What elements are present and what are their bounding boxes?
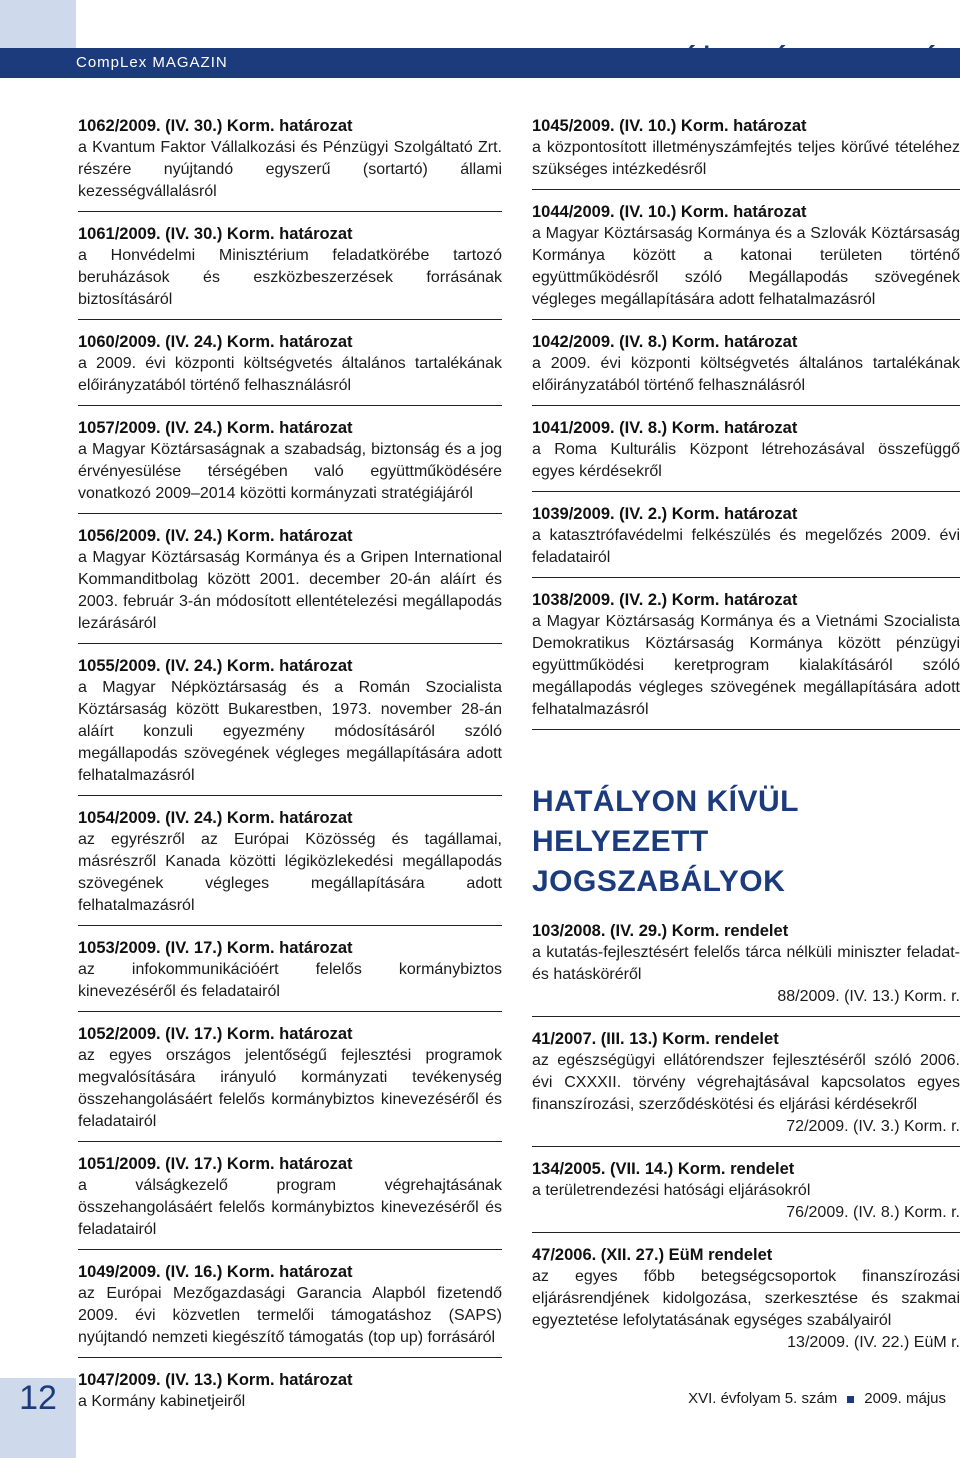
list-item (532, 201, 960, 320)
list-item (78, 1153, 502, 1250)
left-column (78, 115, 502, 1432)
entry-title: 1047/2009. (IV. 13.) Korm. határozat (78, 1371, 353, 1389)
list-item (78, 807, 502, 926)
list-item (78, 1369, 502, 1421)
entry-title: 134/2005. (VII. 14.) Korm. rendelet (532, 1160, 795, 1178)
list-item (78, 331, 502, 406)
square-bullet-icon (847, 1396, 854, 1403)
list-item (78, 937, 502, 1012)
repealed-item (532, 920, 960, 1017)
entry-title: 1045/2009. (IV. 10.) Korm. határozat (532, 117, 807, 135)
header-bar (0, 40, 960, 82)
entry-text: a kutatás-fejlesztésért felelős tárca nélküli miniszter feladat- és hatásköréről (532, 944, 960, 983)
entry-text: a Kvantum Faktor Vállalkozási és Pénzügyi Szolgáltató Zrt. részére nyújtandó egyszerű (sortartó) állami kezességvállalásról (78, 139, 502, 200)
entry-title: 1057/2009. (IV. 24.) Korm. határozat (78, 419, 353, 437)
issue-date: 2009. május (864, 1390, 946, 1407)
entry-title: 1038/2009. (IV. 2.) Korm. határozat (532, 591, 798, 609)
section-heading-line-1: HATÁLYON KÍVÜL HELYEZETT (532, 785, 799, 858)
repeal-reference: 13/2009. (IV. 22.) EüM r. (787, 1334, 960, 1351)
entry-text: az Európai Mezőgazdasági Garancia Alapból fizetendő 2009. évi közvetlen termelői támogatáshoz (SAPS) nyújtandó nemzeti kiegészítő támogatás (top up) forrásáról (78, 1285, 502, 1346)
entry-text: a válságkezelő program végrehajtásának összehangolásáért felelős kormánybiztos kinevezéséről és feladatairól (78, 1177, 502, 1238)
issue-volume: XVI. évfolyam 5. szám (688, 1390, 838, 1407)
list-item (532, 417, 960, 492)
list-item (532, 589, 960, 730)
entry-text: az egyes országos jelentőségű fejlesztési programok megvalósítására irányuló kormányzati tevékenység összehangolásáért felelős kormánybiztos kinevezéséről és feladatairól (78, 1047, 502, 1130)
entry-text: az infokommunikációért felelős kormánybiztos kinevezéséről és feladatairól (78, 961, 502, 1000)
section-title: változásmutató (658, 40, 942, 82)
repeal-reference: 88/2009. (IV. 13.) Korm. r. (777, 988, 960, 1005)
list-item (78, 525, 502, 644)
entry-text: a Kormány kabinetjeiről (78, 1393, 246, 1410)
repeal-reference: 76/2009. (IV. 8.) Korm. r. (786, 1204, 960, 1221)
entry-text: a katasztrófavédelmi felkészülés és megelőzés 2009. évi feladatairól (532, 527, 960, 566)
list-item (78, 1261, 502, 1358)
corner-block (0, 0, 76, 48)
section-heading-line-2: JOGSZABÁLYOK (532, 865, 786, 898)
repealed-item (532, 1244, 960, 1362)
repealed-item (532, 1158, 960, 1233)
entry-text: a Magyar Népköztársaság és a Román Szocialista Köztársaság között Bukarestben, 1973. november 28-án aláírt konzuli egyezmény módosításáról szóló megállapodás szövegének végleges megállapítására adott felhatalmazásról (78, 679, 502, 784)
entry-title: 1056/2009. (IV. 24.) Korm. határozat (78, 527, 353, 545)
list-item (78, 115, 502, 212)
entry-title: 103/2008. (IV. 29.) Korm. rendelet (532, 922, 789, 940)
page-number: 12 (19, 1379, 57, 1417)
section-heading (532, 782, 960, 902)
entry-title: 1061/2009. (IV. 30.) Korm. határozat (78, 225, 353, 243)
repealed-item (532, 1028, 960, 1147)
entry-title: 1052/2009. (IV. 17.) Korm. határozat (78, 1025, 353, 1043)
entry-title: 1044/2009. (IV. 10.) Korm. határozat (532, 203, 807, 221)
entry-text: az egyrészről az Európai Közösség és tagállamai, másrészről Kanada közötti légiközlekedési megállapodás szövegének végleges megállapítására adott felhatalmazásról (78, 831, 502, 914)
list-item (532, 331, 960, 406)
entry-text: a Magyar Köztársaság Kormánya és a Vietnámi Szocialista Demokratikus Köztársaság Kormánya között pénzügyi együttműködési keretprogram kialakításáról szóló megállapodás végleges szövegének megállapítására adott felhatalmazásról (532, 613, 960, 718)
entry-title: 1051/2009. (IV. 17.) Korm. határozat (78, 1155, 353, 1173)
entry-text: az egészségügyi ellátórendszer fejlesztéséről szóló 2006. évi CXXXII. törvény végrehajtásával kapcsolatos egyes finanszírozási, szerződéskötési és eljárási kérdésekről (532, 1052, 960, 1113)
magazine-name: CompLex MAGAZIN (76, 54, 228, 71)
entry-title: 1042/2009. (IV. 8.) Korm. határozat (532, 333, 798, 351)
entry-text: a területrendezési hatósági eljárásokról (532, 1182, 811, 1199)
entry-title: 1055/2009. (IV. 24.) Korm. határozat (78, 657, 353, 675)
entry-title: 41/2007. (III. 13.) Korm. rendelet (532, 1030, 779, 1048)
list-item (78, 417, 502, 514)
entry-title: 1053/2009. (IV. 17.) Korm. határozat (78, 939, 353, 957)
footer (688, 1390, 946, 1407)
entry-text: a központosított illetményszámfejtés teljes körűvé tételéhez szükséges intézkedésről (532, 139, 960, 178)
entry-title: 1060/2009. (IV. 24.) Korm. határozat (78, 333, 353, 351)
list-item (78, 655, 502, 796)
entry-text: a Magyar Köztársaság Kormánya és a Gripen International Kommanditbolag között 2001. december 20-án aláírt és 2003. február 3-án módosított ellentételezési megállapodás lezárásáról (78, 549, 502, 632)
entry-title: 1049/2009. (IV. 16.) Korm. határozat (78, 1263, 353, 1281)
right-column (532, 115, 960, 1373)
entry-title: 47/2006. (XII. 27.) EüM rendelet (532, 1246, 773, 1264)
entry-text: a 2009. évi központi költségvetés általános tartalékának előirányzatából történő felhasználásról (532, 355, 960, 394)
entry-text: az egyes főbb betegségcsoportok finanszírozási eljárásrendjének kidolgozása, szerkesztése és szakmai egyeztetése lefolytatásának egységes szabályairól (532, 1268, 960, 1329)
entry-title: 1039/2009. (IV. 2.) Korm. határozat (532, 505, 798, 523)
entry-title: 1062/2009. (IV. 30.) Korm. határozat (78, 117, 353, 135)
list-item (532, 115, 960, 190)
repeal-reference: 72/2009. (IV. 3.) Korm. r. (786, 1118, 960, 1135)
list-item (78, 223, 502, 320)
entry-text: a Roma Kulturális Központ létrehozásával összefüggő egyes kérdésekről (532, 441, 960, 480)
entry-title: 1041/2009. (IV. 8.) Korm. határozat (532, 419, 798, 437)
entry-text: a 2009. évi központi költségvetés általános tartalékának előirányzatából történő felhasználásról (78, 355, 502, 394)
list-item (78, 1023, 502, 1142)
entry-text: a Magyar Köztársaság Kormánya és a Szlovák Köztársaság Kormánya között a katonai területen történő együttműködésről szóló Megállapodás szövegének végleges megállapítására adott felhatalmazásról (532, 225, 960, 308)
list-item (532, 503, 960, 578)
entry-text: a Magyar Köztársaságnak a szabadság, biztonság és a jog érvényesülése térségében való együttműködésére vonatkozó 2009–2014 közötti kormányzati stratégiájáról (78, 441, 502, 502)
entry-text: a Honvédelmi Minisztérium feladatkörébe tartozó beruházások és eszközbeszerzések forrásának biztosításáról (78, 247, 502, 308)
entry-title: 1054/2009. (IV. 24.) Korm. határozat (78, 809, 353, 827)
